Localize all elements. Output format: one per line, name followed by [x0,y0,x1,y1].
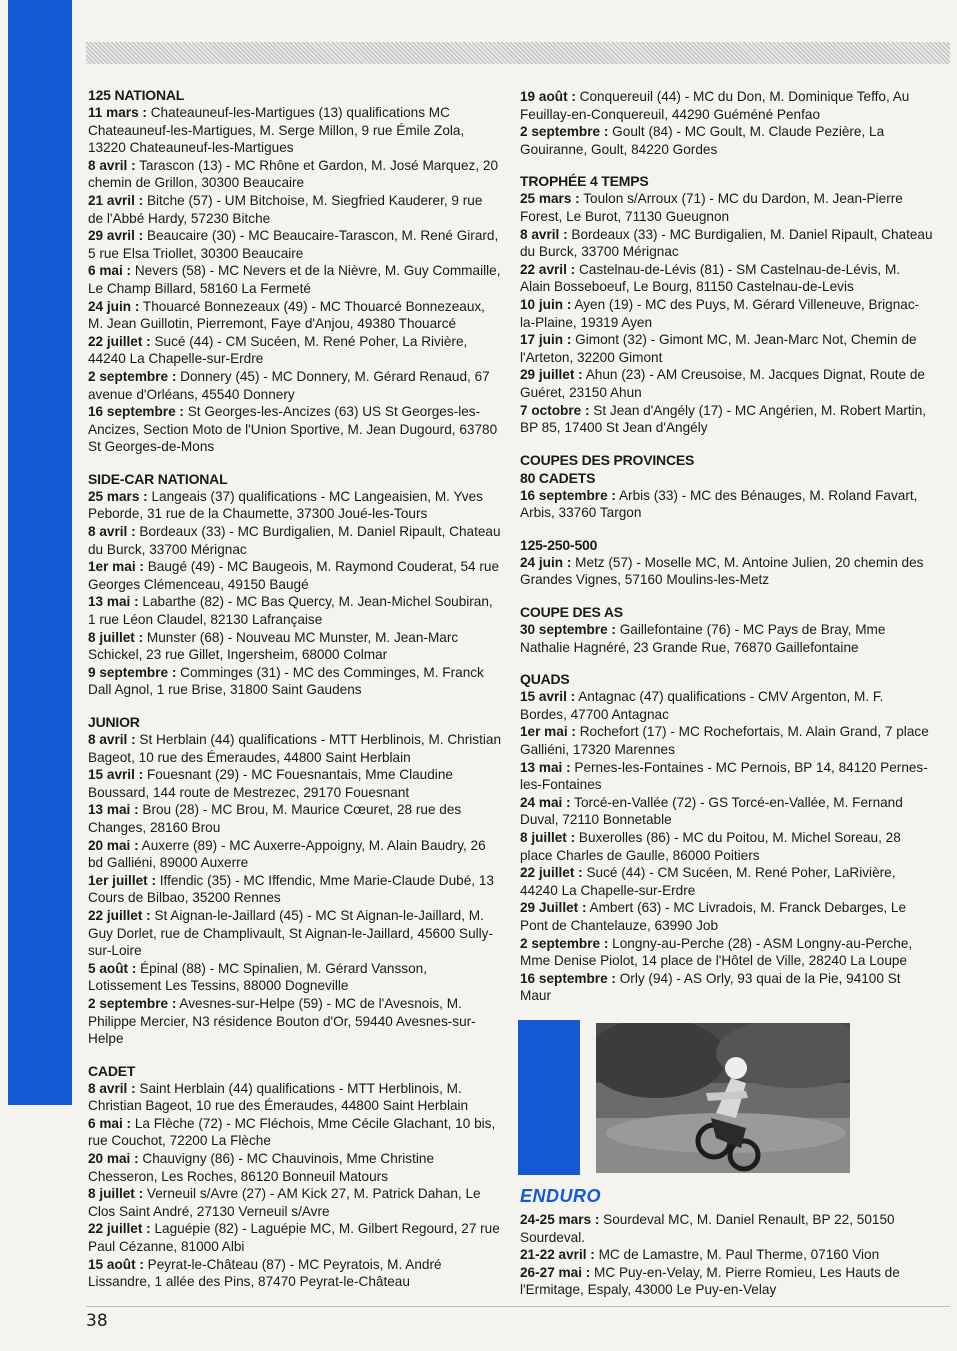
event-date: 8 avril : [88,157,136,173]
event-date: 22 juillet : [88,333,151,349]
event-details: Bordeaux (33) - MC Burdigalien, M. Daniel Ripault, Chateau du Burck, 33700 Mérignac [520,226,933,260]
event-entry [88,766,501,801]
event-details: Orly (94) - AS Orly, 93 quai de la Pie, 94100 St Maur [520,970,901,1004]
event-entry [520,1211,933,1246]
right-column [520,88,933,1019]
event-details: Sucé (44) - CM Sucéen, M. René Poher, La Rivière, 44240 La Chapelle-sur-Erdre [88,333,468,367]
event-entry [88,960,501,995]
page-footer-rule [86,1306,950,1307]
event-details: Conquereuil (44) - MC du Don, M. Dominique Teffo, Au Feuillay-en-Conquereuil, 44290 Guéméné Penfao [520,89,910,122]
event-details: St Aignan-le-Jaillard (45) - MC St Aignan-le-Jaillard, M. Guy Dorlet, rue de Champlivault, St Aignan-le-Jaillard, 45600 Sully-sur-Loire [88,907,493,959]
event-details: Thouarcé Bonnezeaux (49) - MC Thouarcé Bonnezeaux, M. Jean Guillotin, Pierremont, Faye d'Anjou, 49380 Thouarcé [88,298,485,332]
event-entry [88,403,501,456]
section [520,172,933,436]
event-date: 15 avril : [88,767,144,783]
enduro-heading: ENDURO [520,1186,602,1206]
event-details: Sucé (44) - CM Sucéen, M. René Poher, LaRivière, 44240 La Chapelle-sur-Erdre [520,865,896,898]
event-date: 25 mars : [88,488,148,504]
event-details: Munster (68) - Nouveau MC Munster, M. Jean-Marc Schickel, 23 rue Gillet, Ingersheim, 68000 Colmar [88,629,459,663]
event-date: 25 mars : [520,191,580,207]
event-details: Bitche (57) - UM Bitchoise, M. Siegfried Kauderer, 9 rue de l'Abbé Hardy, 57230 Bitche [88,192,483,226]
event-details: Metz (57) - Moselle MC, M. Antoine Julien, 20 chemin des Grandes Vignes, 57160 Moulins-les-Metz [520,554,924,588]
section [520,88,933,158]
event-date: 22 juillet : [520,865,583,881]
event-details: Pernes-les-Fontaines - MC Pernois, BP 14, 84120 Pernes-les-Fontaines [520,759,928,793]
event-date: 2 septembre : [520,124,609,140]
event-details: Tarascon (13) - MC Rhône et Gardon, M. José Marquez, 20 chemin de Grillon, 30300 Beaucaire [88,157,499,191]
event-details: Arbis (33) - MC des Bénauges, M. Roland Favart, Arbis, 33760 Targon [520,487,918,521]
event-date: 1er mai : [520,724,576,740]
event-details: MC de Lamastre, M. Paul Therme, 07160 Vion [594,1247,880,1263]
event-date: 16 septembre : [88,404,184,420]
event-entry [520,759,933,794]
event-date: 2 septembre : [88,995,177,1011]
event-date: 30 septembre : [520,622,616,638]
section-heading: QUADS [520,671,570,688]
event-date: 9 septembre : [88,664,177,680]
event-entry [88,1150,501,1185]
header-hatch-band [86,42,950,64]
section-heading: CADET [88,1062,136,1079]
event-details: Buxerolles (86) - MC du Poitou, M. Michel Soreau, 28 place Charles de Gaulle, 86000 Poitiers [520,830,901,863]
event-date: 6 mai : [88,1115,132,1131]
event-date: 15 avril : [520,689,576,705]
event-details: Brou (28) - MC Brou, M. Maurice Cœuret, 28 rue des Changes, 28160 Brou [88,802,462,835]
event-details: Nevers (58) - MC Nevers et de la Nièvre, M. Guy Commaille, Le Champ Billard, 58160 La Fermeté [88,263,501,296]
event-entry [520,487,933,522]
event-date: 1er mai : [88,559,144,575]
event-entry [88,801,501,836]
event-details: Antagnac (47) qualifications - CMV Argenton, M. F. Bordes, 47700 Antagnac [520,689,884,722]
event-entry [88,629,501,664]
event-entry [88,298,501,333]
event-entry [88,907,501,960]
event-details: St Jean d'Angély (17) - MC Angérien, M. Robert Martin, BP 85, 17400 St Jean d'Angély [520,402,927,436]
event-details: Beaucaire (30) - MC Beaucaire-Tarascon, M. René Girard, 5 rue Elsa Triollet, 30300 Beaucaire [88,228,499,261]
event-details: Auxerre (89) - MC Auxerre-Appoigny, M. Alain Baudry, 26 bd Galliéni, 89000 Auxerre [88,837,486,871]
event-details: La Flèche (72) - MC Fléchois, Mme Cécile Glachant, 10 bis, rue Couchot, 72200 La Flèche [88,1115,496,1149]
event-entry [520,331,933,366]
event-details: Gimont (32) - Gimont MC, M. Jean-Marc Not, Chemin de l'Arteton, 32200 Gimont [520,332,917,365]
event-entry [520,554,933,589]
event-entry [88,593,501,628]
event-details: Avesnes-sur-Helpe (59) - MC de l'Avesnois, M. Philippe Mercier, N3 résidence Bouton d'Or, 59440 Avesnes-sur-Helpe [88,995,476,1047]
event-details: Fouesnant (29) - MC Fouesnantais, Mme Claudine Boussard, 144 route de Mestrezec, 29170 Fouesnant [88,767,453,800]
event-entry [520,621,933,656]
event-entry [520,190,933,225]
event-date: 8 juillet : [520,830,576,845]
photo-block [518,1020,872,1175]
event-date: 13 mai : [520,759,571,775]
event-entry [520,794,933,829]
event-entry [88,664,501,699]
event-date: 8 avril : [520,226,568,242]
section-subheading: 80 CADETS [520,469,596,486]
event-entry [520,935,933,970]
event-entry [520,723,933,758]
event-entry [520,88,933,123]
event-details: Rochefort (17) - MC Rochefortais, M. Alain Grand, 7 place Galliéni, 17320 Marennes [520,724,929,758]
event-date: 13 mai : [88,802,139,818]
enduro-list [520,1211,933,1299]
section [88,1062,501,1291]
event-date: 20 mai : [88,1151,139,1167]
event-entry [88,333,501,368]
section [520,670,933,1005]
event-details: Iffendic (35) - MC Iffendic, Mme Marie-Claude Dubé, 13 Cours de Bilbao, 35200 Rennes [88,872,494,906]
left-blue-bar [8,0,72,1105]
event-details: Comminges (31) - MC des Comminges, M. Franck Dall Agnol, 1 rue Brise, 31800 Saint Gaudens [88,664,484,698]
event-details: St Georges-les-Ancizes (63) US St Georges-les-Ancizes, Section Moto de l'Union Sportive, M. Jean Dugourd, 63780 St Georges-de-Mons [88,404,498,455]
section-heading: TROPHÉE 4 TEMPS [520,173,649,190]
event-details: Ayen (19) - MC des Puys, M. Gérard Villeneuve, Brignac-la-Plaine, 19319 Ayen [520,296,920,330]
event-entry [88,368,501,403]
event-details: Saint Herblain (44) qualifications - MTT Herblinois, M. Christian Bageot, 10 rue des Émeraudes, 44800 Saint Herblain [88,1080,469,1114]
event-entry [520,296,933,331]
event-entry [520,688,933,723]
event-details: St Herblain (44) qualifications - MTT Herblinois, M. Christian Bageot, 10 rue des Émeraudes, 44800 Saint Herblain [88,732,502,765]
event-date: 17 juin : [520,332,572,348]
event-date: 26-27 mai : [520,1264,591,1280]
event-entry [88,227,501,262]
event-date: 24 juin : [520,554,572,570]
event-entry [88,192,501,227]
section-heading: 125-250-500 [520,536,598,553]
event-date: 16 septembre : [520,487,616,503]
event-details: Chateauneuf-les-Martigues (13) qualifications MC Chateauneuf-les-Martigues, M. Serge Millon, 9 rue Émile Zola, 13220 Chateauneuf-les-Martigues [88,105,465,156]
event-date: 6 mai : [88,263,132,279]
section [520,603,933,656]
event-date: 19 août : [520,89,576,104]
event-entry [520,1246,933,1264]
event-entry [88,872,501,907]
event-entry [88,1185,501,1220]
event-entry [88,995,501,1048]
page-number: 38 [86,1311,108,1331]
event-date: 24 juin : [88,298,140,314]
event-details: Langeais (37) qualifications - MC Langeaisien, M. Yves Peborde, 31 rue de la Chaumette, 37300 Joué-les-Tours [88,488,483,522]
event-date: 16 septembre : [520,970,616,986]
event-entry [520,899,933,934]
event-date: 29 avril : [88,228,144,244]
event-entry [520,226,933,261]
event-entry [88,1220,501,1255]
event-entry [520,366,933,401]
event-date: 13 mai : [88,594,139,610]
event-date: 22 juillet : [88,1221,151,1237]
motocross-photo [596,1023,850,1173]
section-heading: SIDE-CAR NATIONAL [88,470,228,487]
event-details: Longny-au-Perche (28) - ASM Longny-au-Perche, Mme Denise Piolot, 14 place de l'Hôtel de Ville, 28240 La Loupe [520,935,913,969]
section-heading: COUPES DES PROVINCES [520,451,695,468]
event-details: Sourdeval MC, M. Daniel Renault, BP 22, 50150 Sourdeval. [520,1212,895,1245]
event-details: Donnery (45) - MC Donnery, M. Gérard Renaud, 67 avenue d'Orléans, 45540 Donnery [88,368,490,402]
event-date: 8 juillet : [88,629,144,645]
section [88,86,501,456]
event-date: 11 mars : [88,105,147,120]
event-entry [88,488,501,523]
event-details: Bordeaux (33) - MC Burdigalien, M. Daniel Ripault, Chateau du Burck, 33700 Mérignac [88,524,501,557]
event-entry [520,970,933,1005]
event-details: Baugé (49) - MC Baugeois, M. Raymond Couderat, 54 rue Georges Clémenceau, 49150 Baugé [88,559,500,592]
event-details: Verneuil s/Avre (27) - AM Kick 27, M. Patrick Dahan, Le Clos Saint André, 27130 Verneuil s/Avre [88,1186,481,1219]
event-date: 20 mai : [88,837,139,853]
event-details: Peyrat-le-Château (87) - MC Peyratois, M. André Lissandre, 1 allée des Pins, 87470 Peyrat-le-Château [88,1256,442,1290]
event-date: 21 avril : [88,192,144,208]
event-entry [520,1264,933,1299]
event-entry [520,261,933,296]
event-entry [520,123,933,158]
event-details: Laguépie (82) - Laguépie MC, M. Gilbert Regourd, 27 rue Paul Cézanne, 81000 Albi [88,1221,500,1255]
event-date: 5 août : [88,960,137,976]
event-entry [520,864,933,899]
section-heading: 125 NATIONAL [88,87,185,103]
event-date: 29 Juillet : [520,900,587,916]
event-date: 7 octobre : [520,402,590,418]
event-entry [88,837,501,872]
event-date: 1er juillet : [88,872,156,888]
event-entry [88,104,501,157]
event-date: 21-22 avril : [520,1247,595,1263]
event-date: 22 juillet : [88,907,151,923]
event-date: 22 avril : [520,261,576,277]
event-details: MC Puy-en-Velay, M. Pierre Romieu, Les Hauts de l'Ermitage, Espaly, 43000 Le Puy-en-Velay [520,1264,900,1298]
event-entry [88,1115,501,1150]
event-entry [520,829,933,864]
event-details: Goult (84) - MC Goult, M. Claude Pezière, La Gouiranne, Goult, 84220 Gordes [520,124,885,157]
event-details: Chauvigny (86) - MC Chauvinois, Mme Christine Chesseron, Les Roches, 86120 Bonneuil Matours [88,1151,435,1184]
event-details: Épinal (88) - MC Spinalien, M. Gérard Vansson, Lotissement Les Tessins, 88000 Dogneville [88,960,427,994]
event-entry [88,558,501,593]
event-details: Toulon s/Arroux (71) - MC du Dardon, M. Jean-Pierre Forest, Le Burot, 71130 Gueugnon [520,191,903,224]
event-details: Ahun (23) - AM Creusoise, M. Jacques Dignat, Route de Guéret, 23150 Ahun [520,367,925,400]
motocross-rider-image [596,1023,850,1173]
event-entry [88,731,501,766]
event-date: 2 septembre : [88,368,177,384]
event-entry [88,262,501,297]
event-date: 15 août : [88,1256,144,1272]
event-details: Castelnau-de-Lévis (81) - SM Castelnau-de-Lévis, M. Alain Bosseboeuf, Le Bourg, 81150 Castelnau-de-Levis [520,261,901,295]
event-entry [88,523,501,558]
section [520,536,933,589]
event-entry [88,1256,501,1291]
event-entry [520,402,933,437]
event-entry [88,157,501,192]
photo-blue-panel [518,1020,580,1175]
section [520,451,933,522]
event-date: 24 mai : [520,794,571,810]
event-date: 10 juin : [520,296,572,312]
section-heading: JUNIOR [88,714,140,730]
event-date: 29 juillet : [520,367,583,383]
event-date: 8 avril : [88,732,136,747]
section-heading: COUPE DES AS [520,604,623,621]
event-date: 8 avril : [88,1080,136,1096]
section [88,713,501,1048]
event-entry [88,1080,501,1115]
event-date: 24-25 mars : [520,1212,600,1227]
left-column [88,86,501,1305]
event-details: Ambert (63) - MC Livradois, M. Franck Debarges, Le Pont de Chantelauze, 63990 Job [520,900,907,933]
section [88,470,501,699]
event-details: Torcé-en-Vallée (72) - GS Torcé-en-Vallée, M. Fernand Duval, 72110 Bonnetable [520,794,903,828]
event-date: 8 juillet : [88,1186,144,1202]
event-date: 2 septembre : [520,935,609,951]
event-details: Gaillefontaine (76) - MC Pays de Bray, Mme Nathalie Hagnéré, 23 Grande Rue, 76870 Gaillefontaine [520,622,886,655]
event-details: Labarthe (82) - MC Bas Quercy, M. Jean-Michel Soubiran, 1 rue Léon Claudel, 82130 Lafrançaise [88,594,493,628]
event-date: 8 avril : [88,524,136,540]
